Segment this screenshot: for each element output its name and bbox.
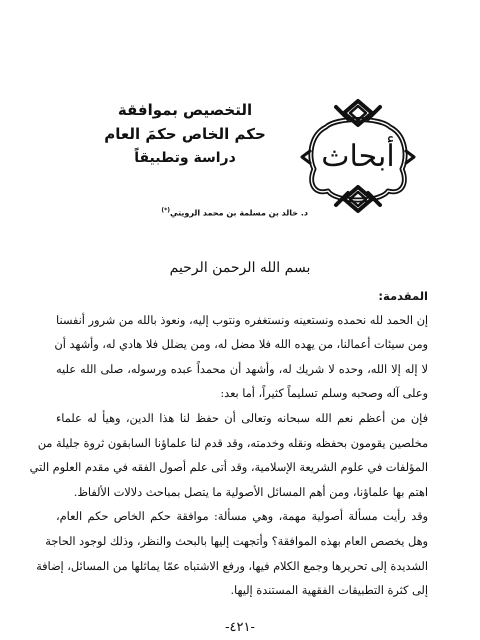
text-line: إن الحمد لله نحمده ونستعينه ونستغفره ونتوب إليه، ونعوذ بالله من شرور أنفسنا bbox=[56, 313, 428, 327]
text-line: المؤلفات في علوم الشريعة الإسلامية، وقد أتى علم أصول الفقه في مقدم العلوم التي bbox=[29, 461, 428, 475]
article-body bbox=[29, 284, 428, 604]
text-line: ومن سيئات أعمالنا، من يهده الله فلا مضل له، ومن يضلل فلا هادي له، وأشهد أن bbox=[54, 338, 428, 352]
article-title bbox=[60, 98, 310, 170]
text-line: لا إله إلا الله، وحده لا شريك له، وأشهد أن محمداً عبده ورسوله، صلى الله عليه bbox=[56, 362, 428, 376]
page-number: -٤٢١- bbox=[225, 620, 255, 635]
author-text: د. خالد بن مسلمة بن محمد الرويتي bbox=[170, 208, 308, 218]
author-footnote-mark: (*) bbox=[161, 207, 170, 214]
text-line: فإن من أعظم نعم الله سبحانه وتعالى أن حفظ لنا هذا الدين، وهيأ له علماء bbox=[56, 411, 428, 425]
author-name bbox=[108, 205, 308, 220]
text-line: مخلصين يقومون بحفظه ونقله وخدمته، وقد قدم لنا علماؤنا السابقون ثروة جليلة من bbox=[37, 436, 428, 450]
paragraph-3 bbox=[36, 505, 428, 603]
text-line: إلى كثرة التطبيقات الفقهية المستندة إليها. bbox=[230, 584, 428, 598]
title-line-1: التخصيص بموافقة bbox=[117, 101, 253, 119]
text-line: وقد رأيت مسألة أصولية مهمة، وهي مسألة: موافقة حكم الخاص حكم العام، bbox=[56, 510, 428, 524]
section-ornament bbox=[296, 95, 420, 217]
ornament-label: أبحاث bbox=[321, 139, 395, 174]
paragraph-2 bbox=[29, 407, 428, 505]
text-line: اهتم بها علماؤنا، ومن أهم المسائل الأصولية ما يتصل بمباحث دلالات الألفاظ. bbox=[73, 485, 428, 499]
title-line-2: حكم الخاص حكمَ العام bbox=[104, 125, 266, 143]
title-line-3: دراسة وتطبيقاً bbox=[134, 150, 236, 166]
paragraph-1 bbox=[56, 309, 428, 407]
basmala: بسم الله الرحمن الرحيم bbox=[169, 260, 311, 276]
text-line: وعلى آله وصحبه وسلم تسليماً كثيراً، أما بعد: bbox=[220, 387, 428, 401]
text-line: وهل يخصص العام بهذه الموافقة؟ وأتجهت إليها بالبحث والنظر، وذلك لوجود الحاجة bbox=[45, 534, 428, 548]
text-line: الشديدة إلى تحريرها وجمع الكلام فيها، ورفع الاشتباه عمّا يماثلها من المسائل، إضافة bbox=[36, 559, 428, 573]
section-heading: المقدمة: bbox=[378, 289, 428, 303]
